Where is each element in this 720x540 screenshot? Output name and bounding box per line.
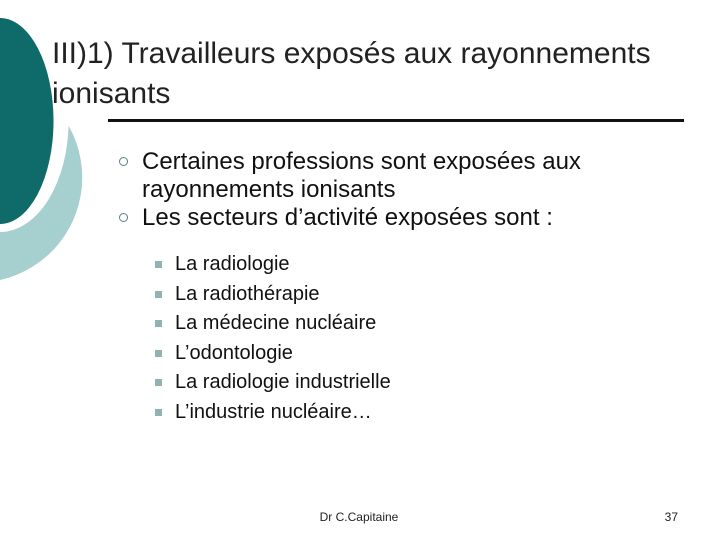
sub-bullet-item — [150, 339, 550, 369]
square-bullet-icon — [155, 409, 162, 416]
sub-bullet-text: La radiologie industrielle — [175, 371, 391, 393]
sub-bullet-text: L’industrie nucléaire… — [175, 400, 372, 423]
bullet-item — [118, 148, 698, 204]
title-underline — [108, 119, 684, 122]
sub-bullet-text: La radiothérapie — [175, 282, 320, 305]
sub-bullet-item — [150, 309, 550, 339]
slide-title: III)1) Travailleurs exposés aux rayonnements ionisants — [52, 37, 651, 110]
hollow-circle-bullet-icon — [119, 213, 128, 222]
square-bullet-icon — [155, 291, 162, 298]
bullet-item — [118, 204, 698, 232]
bullet-text: Certaines professions sont exposées aux rayonnements ionisants — [142, 148, 581, 203]
hollow-circle-bullet-icon — [119, 157, 128, 166]
sub-bullet-text: La radiologie — [175, 253, 290, 275]
sub-bullet-item — [150, 250, 550, 280]
sub-bullet-item — [150, 368, 550, 398]
square-bullet-icon — [155, 350, 162, 357]
bullet-text: Les secteurs d’activité exposées sont : — [142, 204, 553, 231]
slide-page-number: 37 — [664, 510, 678, 524]
sub-bullet-item — [150, 398, 550, 428]
slide-footer-author: Dr C.Capitaine — [319, 510, 399, 524]
square-bullet-icon — [155, 320, 162, 327]
sub-bullet-text: L’odontologie — [175, 341, 293, 364]
main-bullet-list — [118, 148, 698, 232]
sub-bullet-text: La médecine nucléaire — [175, 312, 377, 334]
sub-bullet-item — [150, 280, 550, 310]
square-bullet-icon — [155, 379, 162, 386]
sector-sub-list — [150, 250, 550, 427]
square-bullet-icon — [155, 261, 162, 268]
